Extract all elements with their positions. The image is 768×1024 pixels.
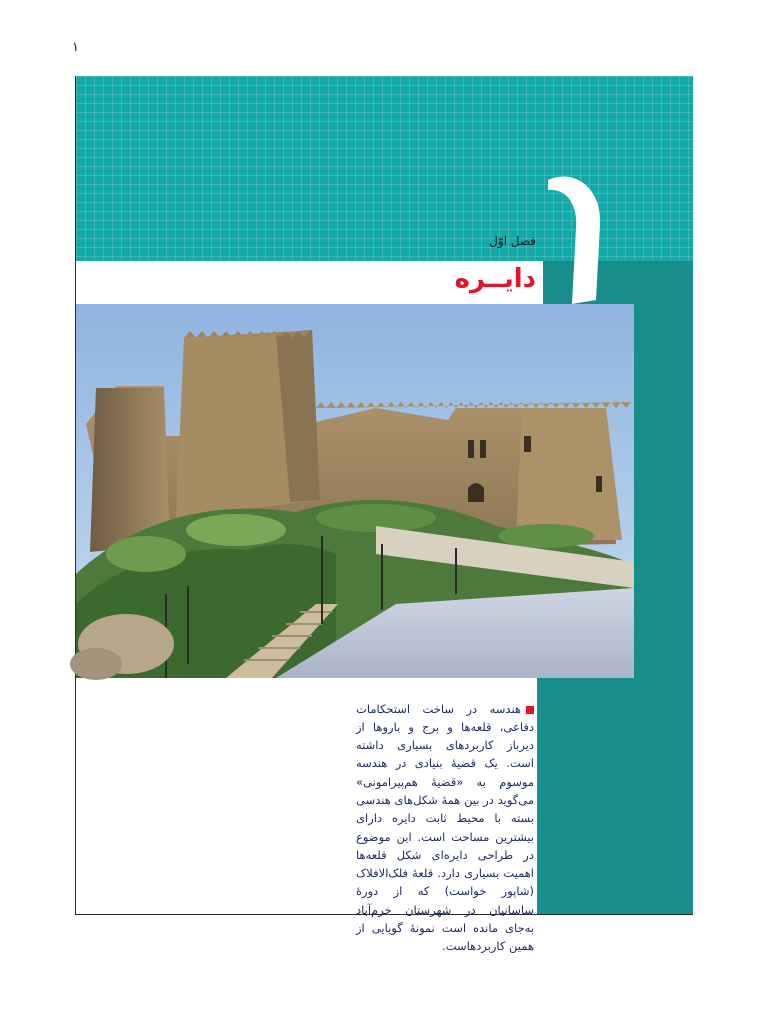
- page-number: ۱: [72, 40, 79, 55]
- chapter-title: دایــره: [454, 264, 536, 294]
- bullet-icon: [526, 706, 534, 714]
- intro-paragraph: [356, 700, 534, 956]
- castle-photo: [76, 304, 634, 678]
- chapter-label: فصل اوّل: [489, 234, 536, 248]
- intro-paragraph-text: هندسه در ساخت استحکامات دفاعی، قلعه‌ها و برج و باروها از دیرباز کاربردهای بسیاری داشته است. یک قضیهٔ بنیادی در هندسه موسوم به «قضیهٔ هم‌پیرامونی» می‌گوید در بین همهٔ شکل‌های هندسی بسته با محیط ثابت دایره دارای بیشترین مساحت است. این موضوع در طراحی دایره‌ای شکل قلعه‌ها اهمیت بسیاری دارد. قلعهٔ فلک‌الافلاک (شاپور خواست) که از دورهٔ ساسانیان در شهرستان خرم‌آباد به‌جای مانده است نمونهٔ گویایی از همین کاربردهاست.: [356, 701, 534, 954]
- chapter-numeral-one: [544, 174, 612, 304]
- chapter-opener: [75, 76, 693, 954]
